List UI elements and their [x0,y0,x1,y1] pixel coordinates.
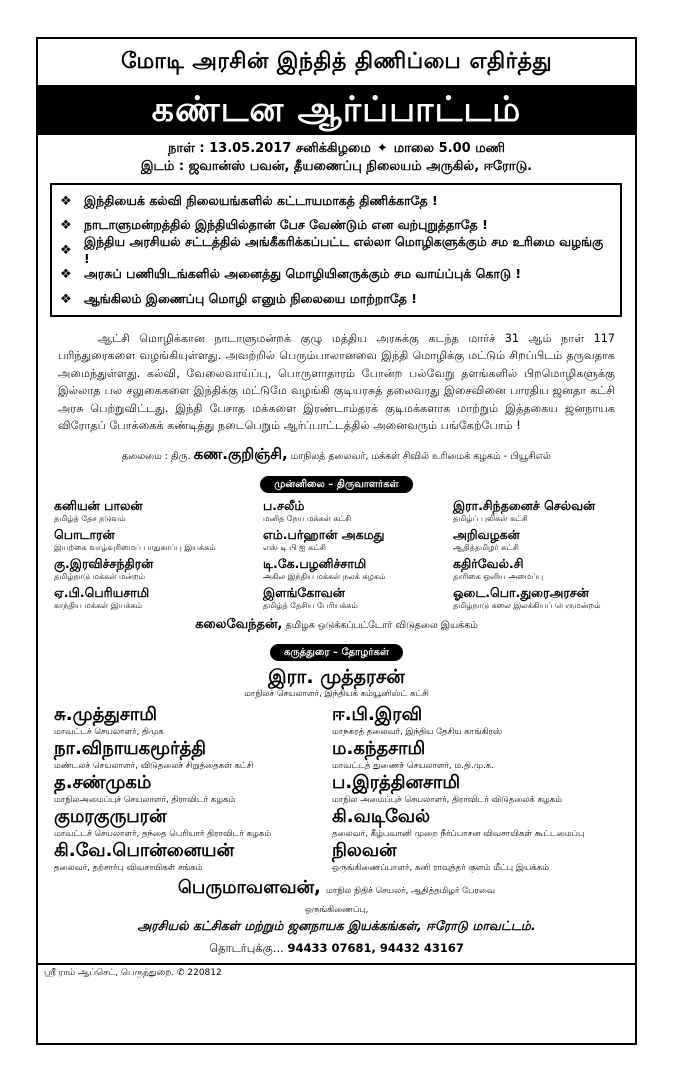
speaker-entry [332,738,635,772]
person-name: எம்.பர்ஹான் அகமது [263,527,385,543]
last-speaker-name: பெருமாவளவன், [177,877,321,899]
person-name: ஏ.பி.பெரியசாமி [54,585,150,601]
speaker-name: கி.வே.பொன்னையன் [54,840,235,862]
person-desc: எஸ் டி பி ஐ கட்சி [263,543,326,553]
demand-item [60,189,612,214]
person-entry [263,585,453,612]
person-desc: ஆதித்தமிழர் கட்சி [453,543,519,553]
person-name: கு.இரவிச்சந்திரன் [54,556,154,572]
organizers-label: ஒருங்கிணைப்பு, [304,905,369,916]
person-desc: காந்திய மக்கள் இயக்கம் [54,601,143,611]
speaker-desc: மாவட்டத் துணைச் செயலாளர், ம.தி.மு.க. [332,761,494,772]
speaker-entry [54,738,332,772]
person-desc: தமிழ்நாடு மக்கள் மன்றம் [54,572,146,582]
person-entry [453,585,635,612]
speaker-desc: மாவட்டச் செயலாளர், திமுக [54,727,164,738]
diamond-bullet-icon: ❖ [60,291,72,307]
person-name: பொடாரன் [54,527,115,543]
speaker-desc: மாநிலஅமைப்புச் செயலாளர், திராவிடர் கழகம் [54,795,236,806]
person-entry [453,498,635,525]
speaker-desc: மாவட்டச் செயலாளர், தந்தை பெரியார் திராவிடர் கழகம் [54,829,272,840]
person-desc: அகில இந்திய மக்கள் நலக் கழகம் [263,572,386,582]
speaker-name: குமரகுருபரன் [54,806,167,828]
speaker-entry [332,704,635,738]
chair-label: தலைமை : திரு. [122,451,191,463]
demand-text: இந்தியைக் கல்வி நிலையங்களில் கட்டாயமாகத் திணிக்காதே ! [84,192,438,208]
person-name: ஓடை.பொ.துரைஅரசன் [453,585,589,601]
person-desc: தாரிகை ஒளிய அமைப்பு [453,572,544,582]
speaker-desc: தலைவர், தற்சார்பு விவசாயிகள் சங்கம் [54,863,203,874]
person-name: இளங்கோவன் [263,585,345,601]
special-desc: தமிழக ஒடுக்கப்பட்டோர் விடுதலை இயக்கம் [285,620,478,632]
person-entry [54,527,263,554]
speaker-entry [332,772,635,806]
poster [36,37,637,1045]
person-name: அறிவழகன் [453,527,520,543]
statement-paragraph: ஆட்சி மொழிக்கான நாடாளுமன்றக் குழு மத்திய அரசுக்கு கடந்த மார்ச் 31 ஆம் நாள் 117 பரிந்துரைகளை வழங்கியுள்ளது. அவற்றில் பெரும்பாலானவை இந்தி மொழிக்கு மட்டும் சிறப்பிடம் தருவதாக அமைந்துள்ளது. கல்வி, வேலைவாய்ப்பு, பொருளாதாரம் போன்ற பல்வேறு தளங்களில் பிறமொழிகளுக்கு இல்லாத பல சலுகைகளை இந்திக்கு மட்டுமே வழங்கி குடியரசுத் தலைவரது இசைவினை பாரதிய ஜனதா கட்சி அரசு பெற்றுவிட்டது. இந்தி பேசாத மக்களை இரண்டாம்தரக் குடிமக்களாக மாற்றும் இத்தகைய ஜனநாயக விரோதப் போக்கைக் கண்டித்து நடைபெறும் ஆர்ப்பாட்டத்தில் அனைவரும் பங்கேற்போம் ! [58,331,615,433]
poster-heading: மோடி அரசின் இந்தித் திணிப்பை எதிர்த்து [120,49,553,74]
person-entry [263,556,453,583]
speaker-name: நிலவன் [332,840,397,862]
venue-line: இடம் : ஜவான்ஸ் பவன், தீயணைப்பு நிலையம் அருகில், ஈரோடு. [140,159,533,174]
lead-speaker-desc: மாநிலச் செயலாளர், இந்தியக் கம்யூனிஸ்ட் கட்சி [244,689,429,700]
date-line [38,140,635,158]
speaker-entry [54,704,332,738]
speaker-name: ம.கந்தசாமி [332,738,426,760]
person-entry [263,498,453,525]
person-desc: இயற்கை வாழ்வுரிமைப் பாதுகாப்பு இயக்கம் [54,543,216,553]
speaker-entry [54,806,332,840]
contact-numbers: 94433 07681, 94432 43167 [287,941,464,956]
speaker-name: ப.இரத்தினசாமி [332,772,461,794]
diamond-bullet-icon: ❖ [60,242,72,258]
special-name: கலைவேந்தன், [195,617,283,633]
demands-box [50,183,622,317]
speaker-desc: மாநகரத் தலைவர், இந்திய தேசிய காங்கிரஸ் [332,727,503,738]
date-text: நாள் : 13.05.2017 சனிக்கிழமை [167,141,371,156]
person-name: ப.சலீம் [263,498,305,514]
speaker-name: ஈ.பி.இரவி [332,704,423,726]
diamond-bullet-icon: ❖ [60,267,72,283]
last-speaker-line [38,876,635,903]
speaker-name: த.சண்முகம் [54,772,152,794]
demand-text: ஆங்கிலம் இணைப்பு மொழி எனும் நிலையை மாற்றாதே ! [84,290,417,306]
lead-speaker [38,666,635,701]
presence-label: முன்னிலை – திருவாளர்கள் [260,476,412,493]
poster-banner-title: கண்டன ஆர்ப்பாட்டம் [38,85,635,135]
presence-special-line [38,615,635,636]
demand-text: நாடாளுமன்றத்தில் இந்தியில்தான் பேச வேண்டும் என வற்புறுத்தாதே ! [84,217,488,233]
speaker-entry [54,840,332,874]
demand-item [60,234,612,267]
speaker-name: நா.விநாயகமூர்த்தி [54,738,206,760]
speaker-name: சு.முத்துசாமி [54,704,157,726]
chair-desc: மாநிலத் தலைவர், மக்கள் சிவில் உரிமைக் கழகம் - பியூசிஎல் [290,451,551,463]
presence-grid [54,498,635,612]
contact-label: தொடர்புக்கு... [209,941,284,956]
speakers-label: கருத்துரை – தோழர்கள் [270,644,403,661]
lead-speaker-name: இரா. முத்தரசன் [268,666,405,689]
diamond-bullet-icon: ❖ [60,218,72,234]
printer-credit: ஸ்ரீ ராம் ஆப்செட், பெருந்துறை. ✆ 220812 [44,968,222,979]
person-name: கனியன் பாலன் [54,498,143,514]
person-desc: மனித நேய மக்கள் கட்சி [263,514,352,524]
time-text: மாலை 5.00 மணி [393,141,505,156]
speaker-desc: மாநில அமைப்புச் செயலாளர், திராவிடர் விடுதலைக் கழகம் [332,795,563,806]
contact-line [38,941,635,957]
demand-text: இந்திய அரசியல் சட்டத்தில் அங்கீகரிக்கப்பட்ட எல்லா மொழிகளுக்கும் சம உரிமை வழங்கு ! [83,234,604,267]
speaker-desc: தலைவர், கீழ்பவானி முறை நீர்ப்பாசன விவசாயிகள் கூட்டமைப்பு [332,829,585,840]
speaker-desc: மண்டலச் செயலாளர், விடுதலைச் சிறுத்தைகள் கட்சி [54,761,254,772]
last-speaker-desc: மாநில நிதிச் செயலர், ஆதித்தமிழர் பேரவை [325,886,496,897]
demand-text: அரசுப் பணியிடங்களில் அனைத்து மொழியினருக்கும் சம வாய்ப்புக் கொடு ! [84,266,522,282]
person-entry [453,527,635,554]
person-desc: தமிழ்த் தேசிய பேரியக்கம் [263,601,358,611]
person-desc: தமிழ்ப் புலிகள் கட்சி [453,514,528,524]
person-entry [453,556,635,583]
demand-item [60,287,612,312]
speaker-name: கி.வடிவேல் [332,806,431,828]
chair-name: கண.குறிஞ்சி, [193,445,288,464]
speaker-entry [332,806,635,840]
person-entry [54,556,263,583]
diamond-bullet-icon: ❖ [60,193,72,209]
person-entry [263,527,453,554]
person-entry [54,498,263,525]
organizers-name: அரசியல் கட்சிகள் மற்றும் ஜனநாயக இயக்கங்கள், ஈரோடு மாவட்டம். [137,918,536,934]
person-entry [54,585,263,612]
speaker-desc: ஒருங்கிணைப்பாளர், கனி ராவுத்தர் குளம் மீட்பு இயக்கம் [332,863,550,874]
speakers-grid [54,704,635,874]
person-desc: தமிழ்நாடு கலை இலக்கியப் பெருமன்றம் [453,601,601,611]
person-name: இரா.சிந்தனைச் செல்வன் [453,498,596,514]
person-name: கதிர்வேல்.சி [453,556,524,572]
chair-line [38,443,635,468]
speaker-entry [332,840,635,874]
person-desc: தமிழ்த் தேச நடுவம் [54,514,126,524]
person-name: டி.கே.பழனிச்சாமி [263,556,367,572]
speaker-entry [54,772,332,806]
four-point-star-icon: ✦ [376,141,388,156]
